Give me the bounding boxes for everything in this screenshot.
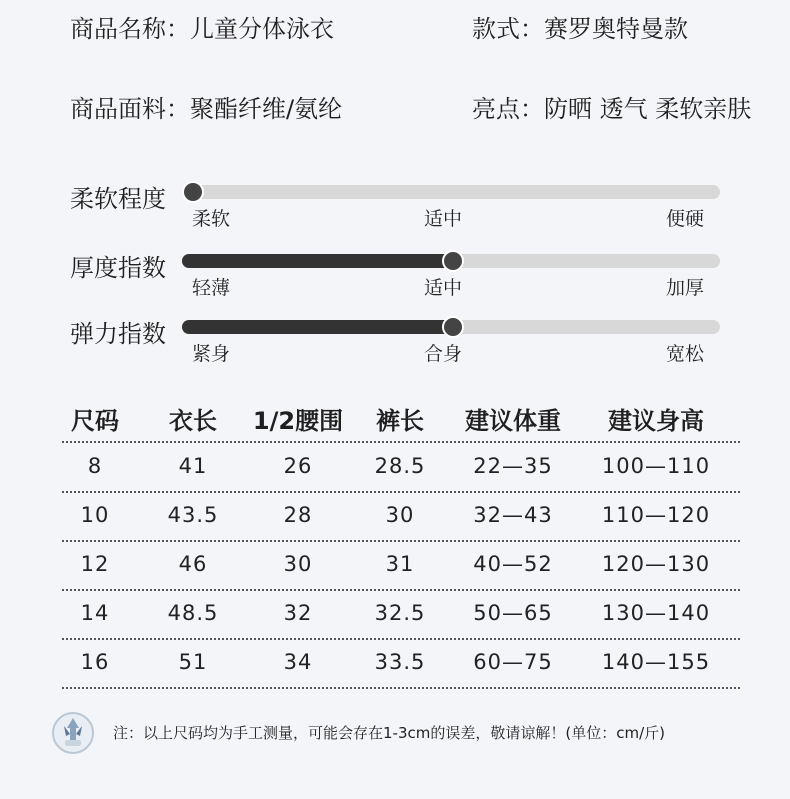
- table-cell: 32—43: [473, 503, 553, 527]
- table-cell: 48.5: [167, 601, 219, 625]
- scale-thickness-knob: [442, 250, 464, 272]
- table-cell: 50—65: [473, 601, 553, 625]
- table-row-divider: [62, 638, 740, 640]
- table-cell: 32: [283, 601, 313, 625]
- scale-elasticity-tick-mid: 合身: [424, 343, 463, 365]
- table-cell: 12: [80, 552, 110, 576]
- table-cell: 30: [385, 503, 415, 527]
- table-cell: 41: [178, 454, 208, 478]
- product-style: [472, 9, 688, 44]
- product-material-value: 聚酯纤维/氨纶: [190, 95, 343, 123]
- scale-thickness-tick-mid: 适中: [424, 277, 463, 299]
- product-style-value: 赛罗奥特曼款: [544, 15, 688, 43]
- scale-thickness-title: 厚度指数: [70, 254, 166, 282]
- table-cell: 31: [385, 552, 415, 576]
- scale-softness-knob: [182, 181, 204, 203]
- table-cell: 40—52: [473, 552, 553, 576]
- table-cell: 51: [178, 650, 208, 674]
- ultraman-logo-icon: [52, 712, 94, 754]
- scale-elasticity-tick-high: 宽松: [666, 343, 705, 365]
- table-row-divider: [62, 589, 740, 591]
- table-cell: 22—35: [473, 454, 553, 478]
- table-cell: 140—155: [601, 650, 711, 674]
- table-cell: 60—75: [473, 650, 553, 674]
- table-cell: 33.5: [374, 650, 426, 674]
- scale-elasticity-tick-low: 紧身: [192, 343, 231, 365]
- scale-elasticity-fill: [182, 320, 451, 334]
- table-divider: [62, 441, 740, 443]
- scale-elasticity-title: 弹力指数: [70, 320, 166, 348]
- scale-softness-tick-high: 便硬: [666, 208, 705, 230]
- table-header-pants-length: 裤长: [376, 407, 424, 435]
- scale-thickness-fill: [182, 254, 451, 268]
- table-cell: 110—120: [601, 503, 711, 527]
- table-cell: 26: [283, 454, 313, 478]
- scale-thickness-track: [182, 254, 720, 268]
- table-cell: 10: [80, 503, 110, 527]
- table-cell: 30: [283, 552, 313, 576]
- table-cell: 32.5: [374, 601, 426, 625]
- scale-thickness-tick-low: 轻薄: [192, 277, 231, 299]
- scale-softness-track: [182, 185, 720, 199]
- scale-elasticity-knob: [442, 316, 464, 338]
- product-highlight-label: 亮点：: [472, 95, 544, 123]
- table-cell: 46: [178, 552, 208, 576]
- table-header-weight: 建议体重: [465, 407, 561, 435]
- table-cell: 8: [87, 454, 103, 478]
- table-cell: 43.5: [167, 503, 219, 527]
- product-name: [70, 9, 334, 44]
- table-cell: 130—140: [601, 601, 711, 625]
- scale-softness-tick-mid: 适中: [424, 208, 463, 230]
- table-row-divider: [62, 540, 740, 542]
- product-highlight: [472, 89, 751, 124]
- scale-elasticity-track: [182, 320, 720, 334]
- product-highlight-value: 防晒 透气 柔软亲肤: [544, 95, 752, 123]
- table-cell: 34: [283, 650, 313, 674]
- table-row-divider: [62, 491, 740, 493]
- scale-thickness-tick-high: 加厚: [666, 277, 705, 299]
- table-header-size: 尺码: [71, 407, 119, 435]
- measurement-note: 注：以上尺码均为手工测量，可能会存在1-3cm的误差，敬请谅解！(单位：cm/斤): [113, 724, 665, 742]
- table-cell: 28.5: [374, 454, 426, 478]
- product-style-label: 款式：: [472, 15, 544, 43]
- table-cell: 16: [80, 650, 110, 674]
- product-material: [70, 89, 342, 124]
- scale-softness-title: 柔软程度: [70, 185, 166, 213]
- scale-softness-tick-low: 柔软: [192, 208, 231, 230]
- table-cell: 120—130: [601, 552, 711, 576]
- table-header-height: 建议身高: [608, 407, 704, 435]
- table-header-waist: 1/2腰围: [252, 407, 344, 435]
- table-row-divider: [62, 687, 740, 689]
- table-cell: 100—110: [601, 454, 711, 478]
- product-name-label: 商品名称：: [70, 15, 190, 43]
- table-cell: 28: [283, 503, 313, 527]
- table-header-length: 衣长: [169, 407, 217, 435]
- table-cell: 14: [80, 601, 110, 625]
- product-name-value: 儿童分体泳衣: [190, 15, 334, 43]
- product-material-label: 商品面料：: [70, 95, 190, 123]
